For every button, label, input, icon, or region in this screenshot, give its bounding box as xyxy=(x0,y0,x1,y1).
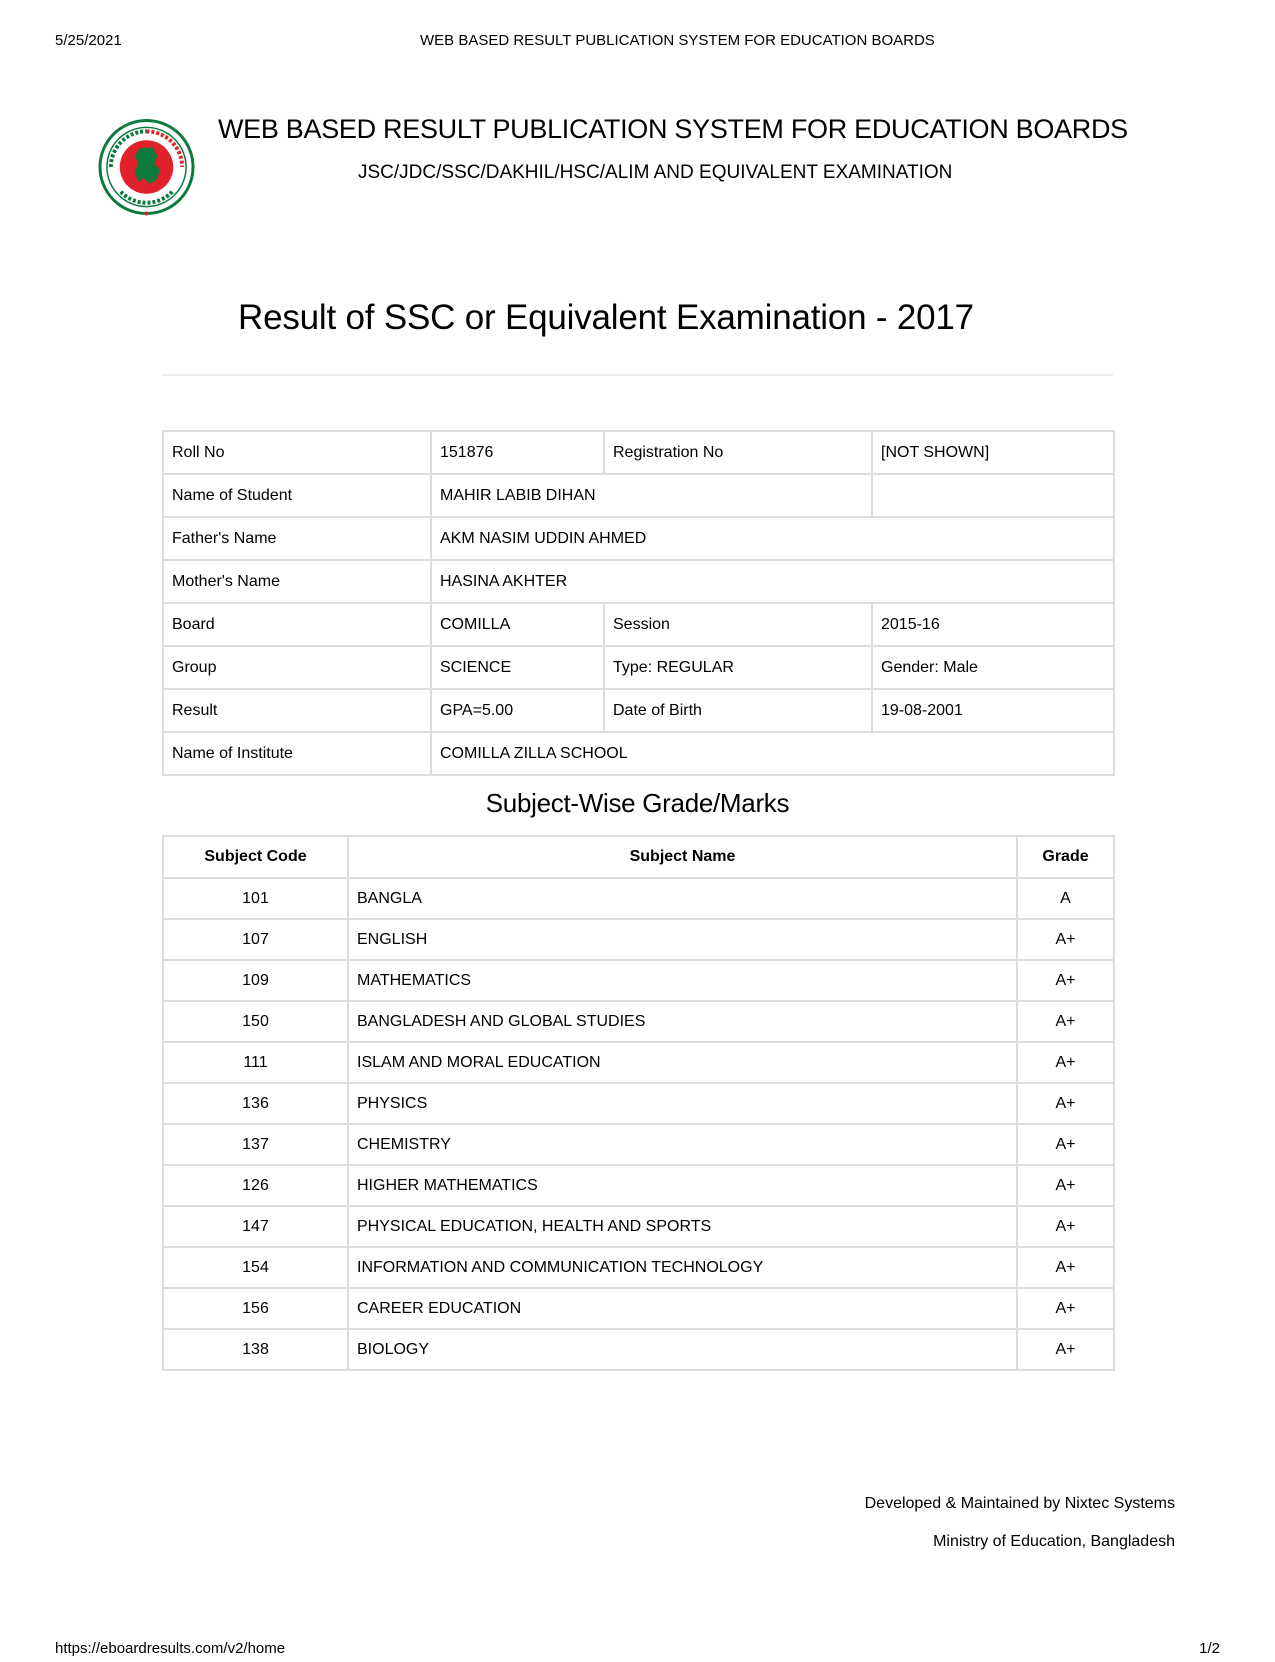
page-title: Result of SSC or Equivalent Examination - 2017 xyxy=(238,298,974,337)
subject-name: BANGLADESH AND GLOBAL STUDIES xyxy=(348,1001,1017,1042)
site-subtitle: JSC/JDC/SSC/DAKHIL/HSC/ALIM AND EQUIVALENT EXAMINATION xyxy=(358,162,953,183)
subject-code: 156 xyxy=(163,1288,348,1329)
subject-name: BANGLA xyxy=(348,878,1017,919)
subject-code: 109 xyxy=(163,960,348,1001)
table-row xyxy=(163,919,1114,960)
subject-name: CAREER EDUCATION xyxy=(348,1288,1017,1329)
subject-code: 111 xyxy=(163,1042,348,1083)
subject-grade: A+ xyxy=(1017,1165,1114,1206)
subject-grades-table xyxy=(162,835,1115,1371)
dob-label: Date of Birth xyxy=(604,689,872,732)
subject-name: ISLAM AND MORAL EDUCATION xyxy=(348,1042,1017,1083)
site-title: WEB BASED RESULT PUBLICATION SYSTEM FOR EDUCATION BOARDS xyxy=(218,114,1128,144)
student-name-value: MAHIR LABIB DIHAN xyxy=(431,474,872,517)
page-number: 1/2 xyxy=(1199,1640,1220,1657)
result-value: GPA=5.00 xyxy=(431,689,604,732)
developer-credit: Developed & Maintained by Nixtec Systems xyxy=(864,1495,1175,1512)
subject-code: 107 xyxy=(163,919,348,960)
subject-code: 154 xyxy=(163,1247,348,1288)
title-divider xyxy=(162,374,1113,376)
group-label: Group xyxy=(163,646,431,689)
subject-name: INFORMATION AND COMMUNICATION TECHNOLOGY xyxy=(348,1247,1017,1288)
col-header-subject-name: Subject Name xyxy=(348,836,1017,878)
bangladesh-government-seal-icon xyxy=(97,112,196,222)
subject-grades-heading: Subject-Wise Grade/Marks xyxy=(485,788,790,818)
table-row xyxy=(163,1165,1114,1206)
registration-value: [NOT SHOWN] xyxy=(872,431,1114,474)
info-row-name xyxy=(163,474,1114,517)
student-name-label: Name of Student xyxy=(163,474,431,517)
type-value: Type: REGULAR xyxy=(604,646,872,689)
col-header-grade: Grade xyxy=(1017,836,1114,878)
subject-grade: A+ xyxy=(1017,1083,1114,1124)
session-value: 2015-16 xyxy=(872,603,1114,646)
father-name-label: Father's Name xyxy=(163,517,431,560)
ministry-credit: Ministry of Education, Bangladesh xyxy=(933,1533,1175,1550)
group-value: SCIENCE xyxy=(431,646,604,689)
grades-header-row xyxy=(163,836,1114,878)
table-row xyxy=(163,1329,1114,1370)
session-label: Session xyxy=(604,603,872,646)
table-row xyxy=(163,960,1114,1001)
subject-code: 150 xyxy=(163,1001,348,1042)
registration-label: Registration No xyxy=(604,431,872,474)
subject-name: MATHEMATICS xyxy=(348,960,1017,1001)
roll-label: Roll No xyxy=(163,431,431,474)
roll-value: 151876 xyxy=(431,431,604,474)
subject-name: BIOLOGY xyxy=(348,1329,1017,1370)
table-row xyxy=(163,1247,1114,1288)
col-header-subject-code: Subject Code xyxy=(163,836,348,878)
mother-name-value: HASINA AKHTER xyxy=(431,560,1114,603)
student-info-table xyxy=(162,430,1115,776)
institute-value: COMILLA ZILLA SCHOOL xyxy=(431,732,1114,775)
subject-name: ENGLISH xyxy=(348,919,1017,960)
info-row-roll xyxy=(163,431,1114,474)
subject-grade: A+ xyxy=(1017,1124,1114,1165)
gender-value: Gender: Male xyxy=(872,646,1114,689)
print-url: https://eboardresults.com/v2/home xyxy=(55,1640,286,1657)
dob-value: 19-08-2001 xyxy=(872,689,1114,732)
board-value: COMILLA xyxy=(431,603,604,646)
mother-name-label: Mother's Name xyxy=(163,560,431,603)
table-row xyxy=(163,1042,1114,1083)
subject-grade: A xyxy=(1017,878,1114,919)
subject-code: 137 xyxy=(163,1124,348,1165)
subject-name: PHYSICAL EDUCATION, HEALTH AND SPORTS xyxy=(348,1206,1017,1247)
subject-code: 136 xyxy=(163,1083,348,1124)
institute-label: Name of Institute xyxy=(163,732,431,775)
subject-grade: A+ xyxy=(1017,1288,1114,1329)
subject-code: 147 xyxy=(163,1206,348,1247)
result-label: Result xyxy=(163,689,431,732)
subject-grade: A+ xyxy=(1017,1001,1114,1042)
table-row xyxy=(163,1206,1114,1247)
subject-grade: A+ xyxy=(1017,1329,1114,1370)
info-row-group xyxy=(163,646,1114,689)
print-header-title: WEB BASED RESULT PUBLICATION SYSTEM FOR EDUCATION BOARDS xyxy=(420,32,935,49)
info-row-institute xyxy=(163,732,1114,775)
empty-cell xyxy=(872,474,1114,517)
info-row-mother xyxy=(163,560,1114,603)
table-row xyxy=(163,1083,1114,1124)
subject-grade: A+ xyxy=(1017,919,1114,960)
table-row xyxy=(163,1001,1114,1042)
subject-name: PHYSICS xyxy=(348,1083,1017,1124)
subject-code: 138 xyxy=(163,1329,348,1370)
subject-grade: A+ xyxy=(1017,1247,1114,1288)
print-date: 5/25/2021 xyxy=(55,32,122,49)
subject-code: 126 xyxy=(163,1165,348,1206)
subject-name: CHEMISTRY xyxy=(348,1124,1017,1165)
info-row-board xyxy=(163,603,1114,646)
subject-grade: A+ xyxy=(1017,1042,1114,1083)
subject-grade: A+ xyxy=(1017,1206,1114,1247)
table-row xyxy=(163,1288,1114,1329)
info-row-father xyxy=(163,517,1114,560)
board-label: Board xyxy=(163,603,431,646)
table-row xyxy=(163,1124,1114,1165)
father-name-value: AKM NASIM UDDIN AHMED xyxy=(431,517,1114,560)
subject-name: HIGHER MATHEMATICS xyxy=(348,1165,1017,1206)
info-row-result xyxy=(163,689,1114,732)
subject-grade: A+ xyxy=(1017,960,1114,1001)
table-row xyxy=(163,878,1114,919)
subject-code: 101 xyxy=(163,878,348,919)
